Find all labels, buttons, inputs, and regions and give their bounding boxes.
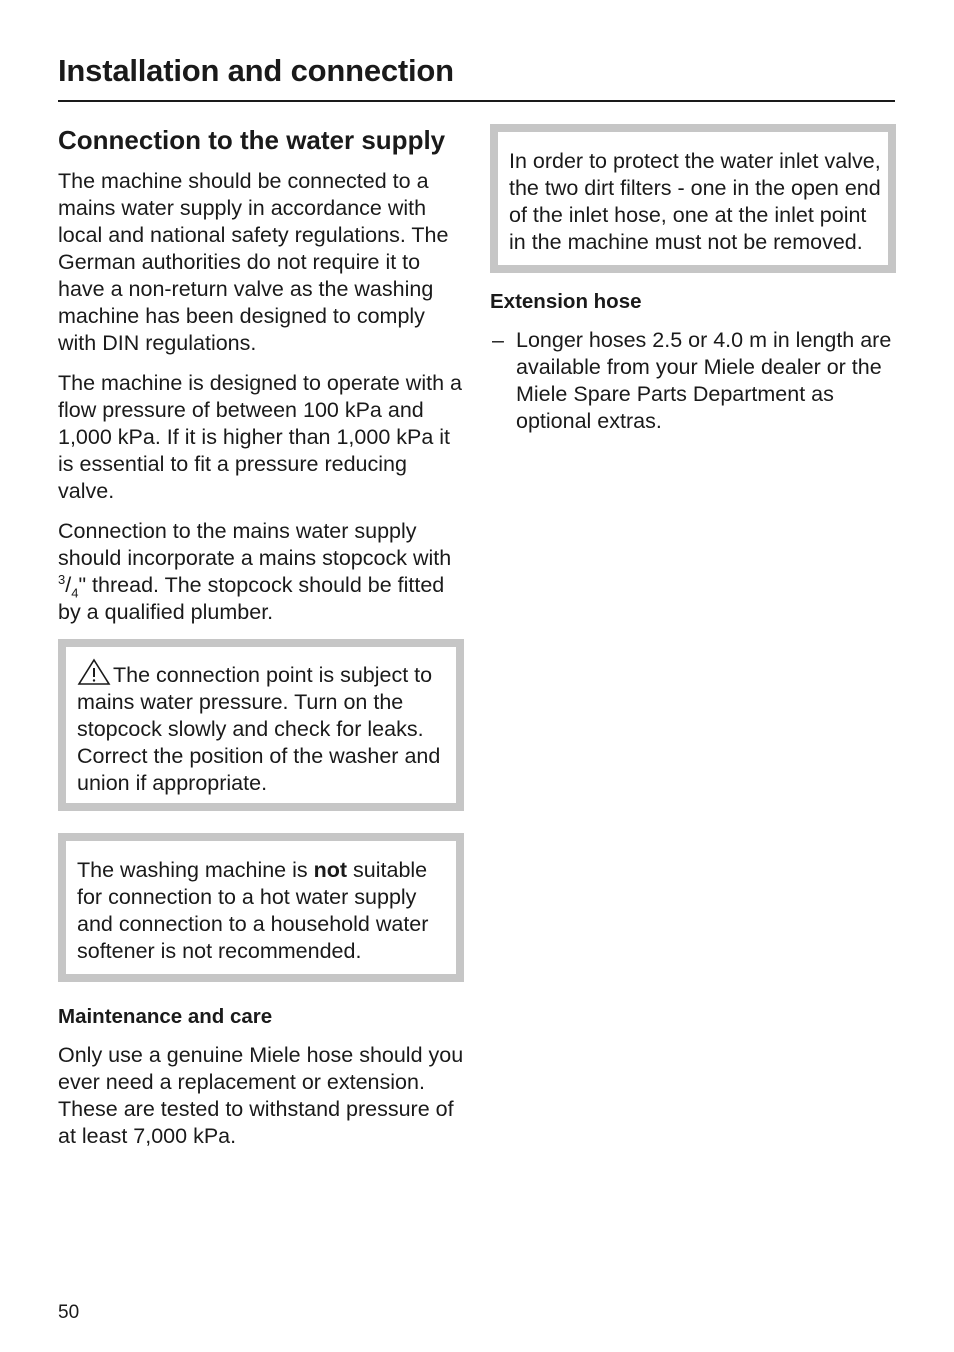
warning-text: The connection point is subject to mains water pressure. Turn on the stopcock slowly and check for leaks. Correct the position of the washer and union if appropriate. — [77, 663, 441, 795]
warning-paragraph — [77, 658, 450, 797]
fraction-slash: / — [65, 573, 72, 597]
fraction-denominator: 4 — [71, 585, 79, 601]
title-rule — [58, 100, 895, 102]
page-number: 50 — [58, 1302, 80, 1323]
right-column — [490, 124, 896, 448]
page-title: Installation and connection — [58, 53, 454, 88]
maintenance-paragraph: Only use a genuine Miele hose should you ever need a replacement or extension. These are tested to withstand pressure of at least 7,000 kPa. — [58, 1043, 464, 1148]
stopcock-text-b: " thread. The stopcock should be fitted by a qualified plumber. — [58, 573, 445, 624]
stopcock-text-a: Connection to the mains water supply should incorporate a mains stopcock with — [58, 519, 452, 570]
note-text-b: suitable for connection to a hot water supply and connection to a household water softener is not recommended. — [77, 858, 429, 963]
extension-item-text: Longer hoses 2.5 or 4.0 m in length are available from your Miele dealer or the Miele Spare Parts Department as optional extras. — [516, 328, 892, 433]
note-box — [58, 833, 464, 982]
filter-note-text: In order to protect the water inlet valve, the two dirt filters - one in the open end of the inlet hose, one at the inlet point in the machine must not be removed. — [509, 149, 881, 254]
maintenance-heading: Maintenance and care — [58, 1005, 273, 1028]
paragraph-stopcock — [58, 518, 464, 626]
section-heading: Connection to the water supply — [58, 125, 446, 155]
note-text-a: The washing machine is — [77, 858, 314, 882]
fraction-numerator: 3 — [58, 571, 66, 587]
filter-note-box — [490, 124, 896, 273]
left-column — [58, 124, 464, 1163]
list-dash: – — [492, 328, 504, 352]
note-emphasis: not — [313, 858, 348, 882]
paragraph-connection: The machine should be connected to a mains water supply in accordance with local and national safety regulations. The German authorities do not require it to have a non-return valve as the washing machine has been designed to comply with DIN regulations. — [58, 169, 449, 355]
paragraph-pressure: The machine is designed to operate with a flow pressure of between 100 kPa and 1,000 kPa. If it is higher than 1,000 kPa it is essential to fit a pressure reducing valve. — [58, 371, 462, 503]
warning-triangle-icon — [77, 658, 111, 686]
extension-heading: Extension hose — [490, 290, 642, 313]
warning-box — [58, 639, 464, 811]
extension-list-item — [490, 327, 896, 435]
note-paragraph — [77, 857, 450, 965]
